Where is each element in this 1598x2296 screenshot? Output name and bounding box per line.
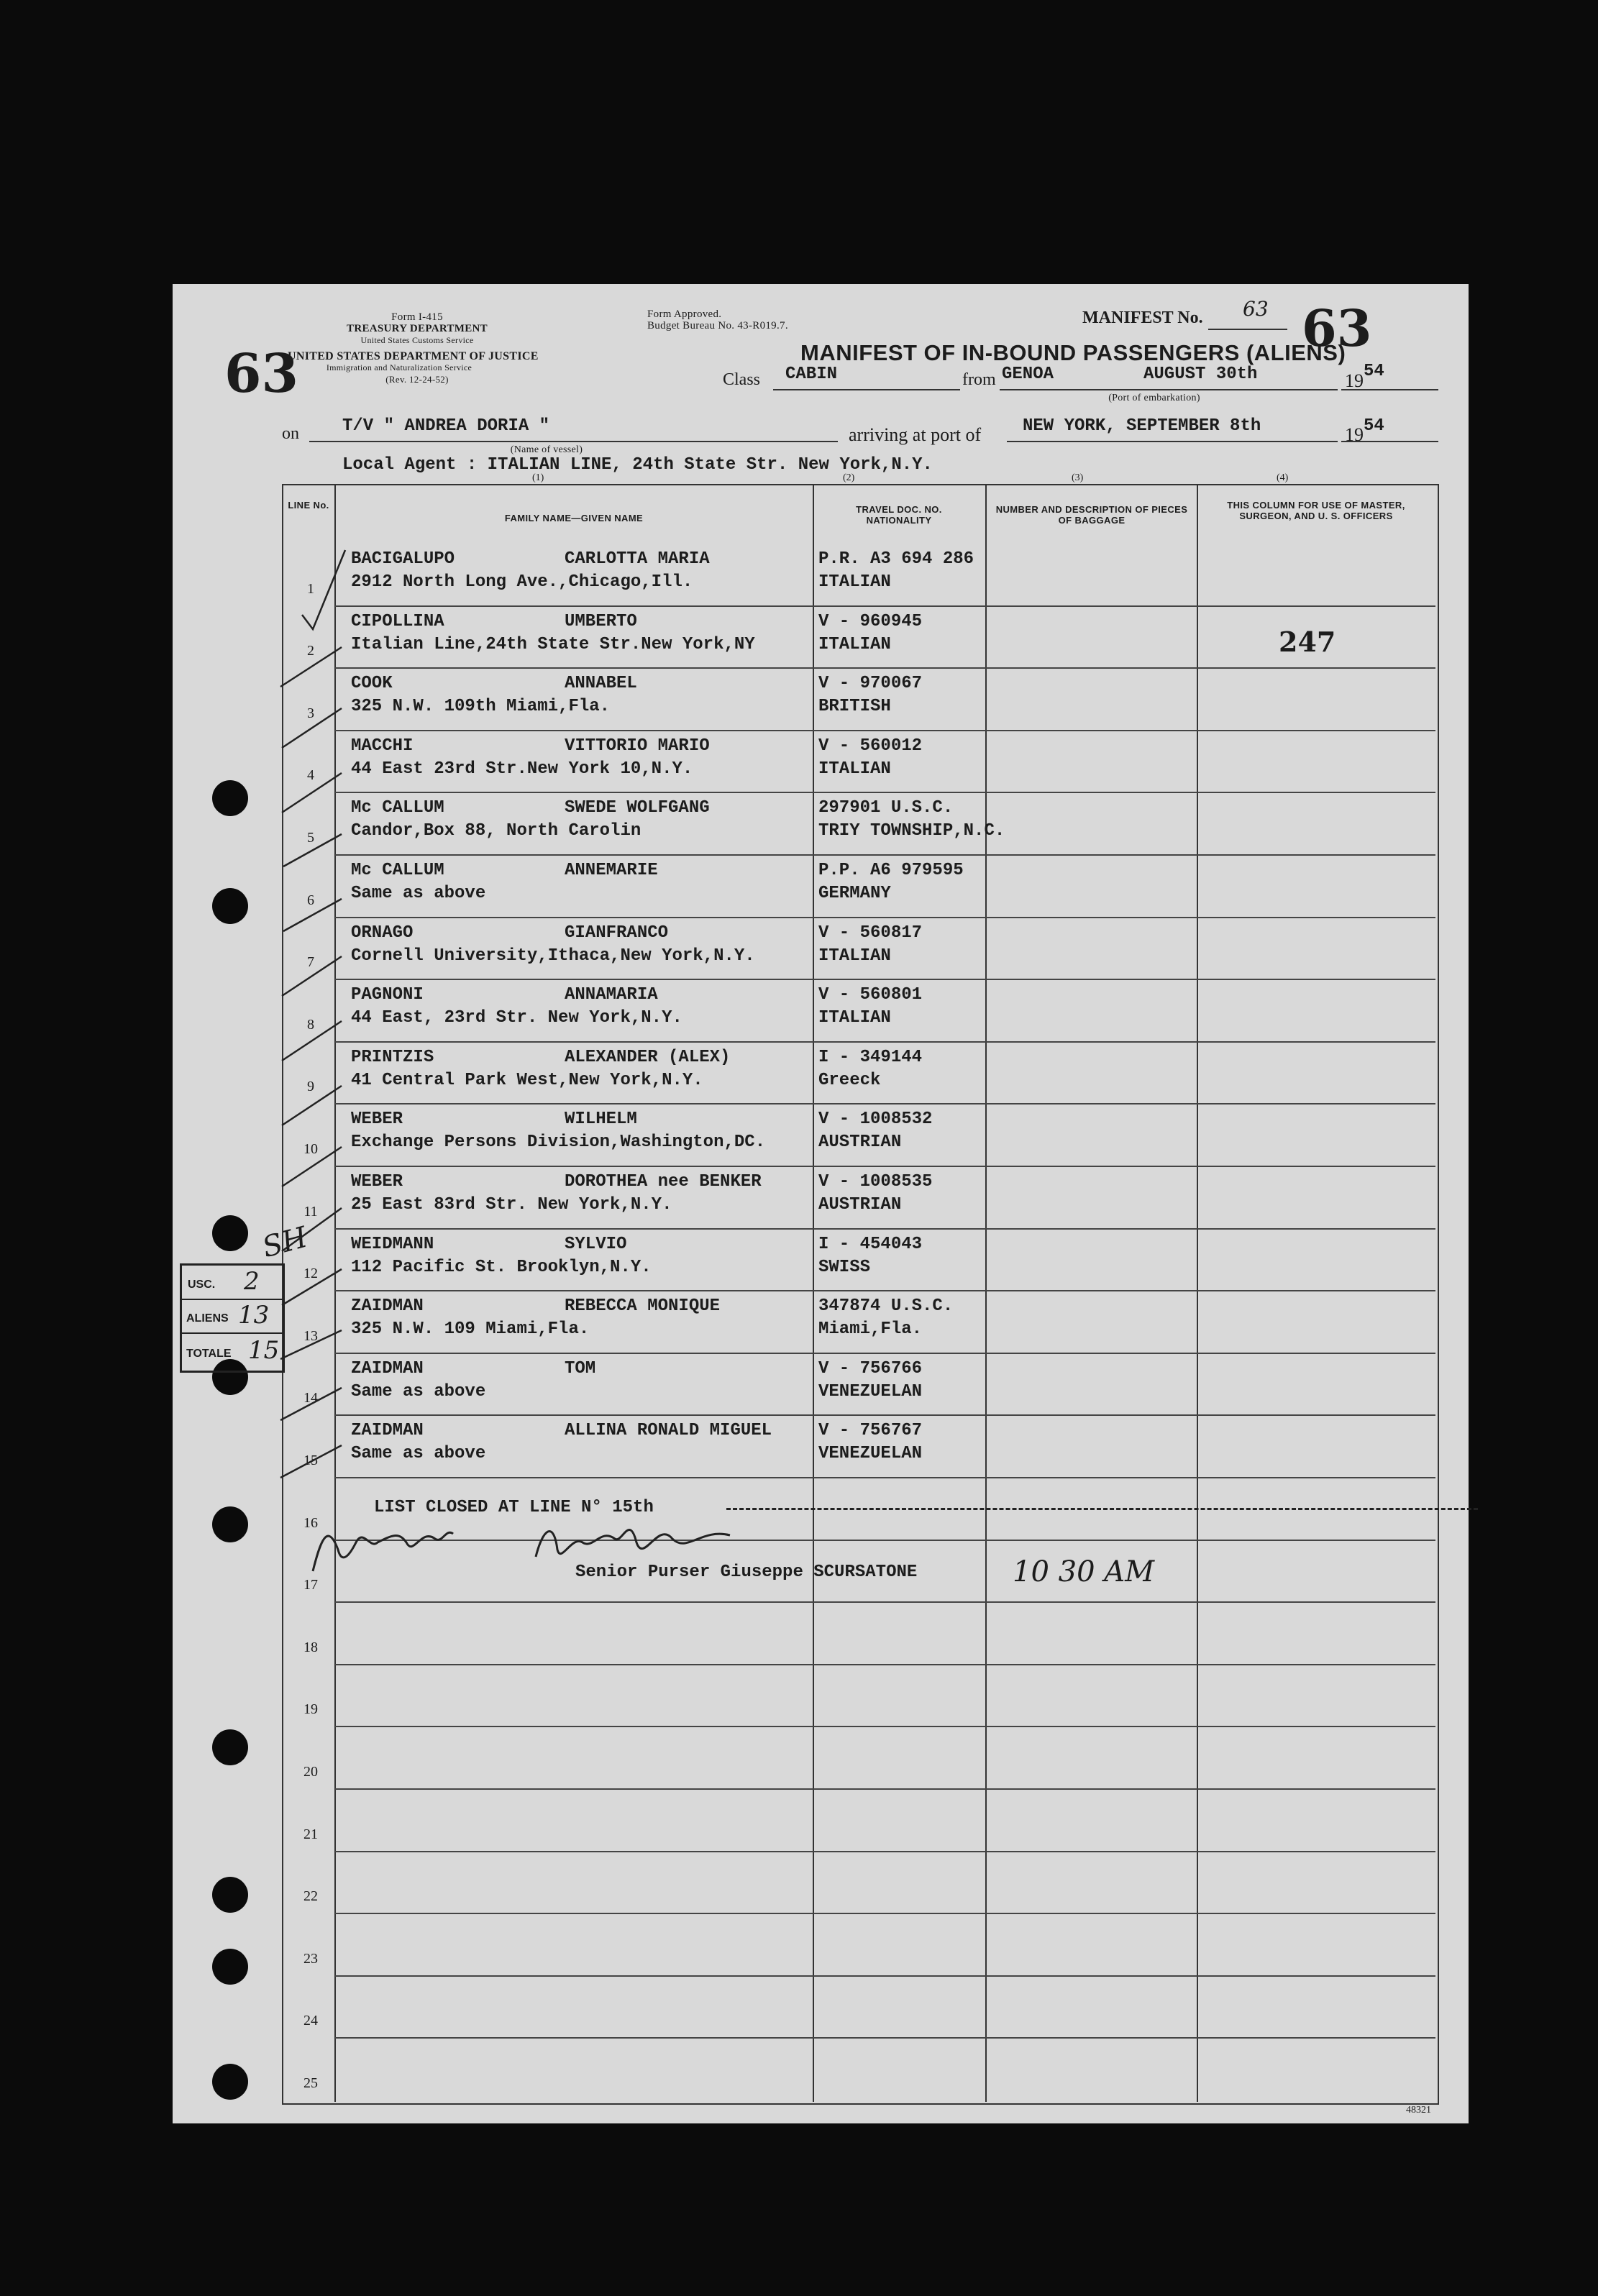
travel-doc-number: P.P. A6 979595 (818, 861, 964, 880)
line-number: 13 (303, 1327, 318, 1344)
passenger-given-name: CARLOTTA MARIA (565, 549, 710, 569)
passenger-given-name: ALEXANDER (ALEX) (565, 1047, 731, 1067)
totals-box (180, 1263, 285, 1373)
travel-doc-number: 297901 U.S.C. (818, 798, 954, 818)
nationality: ITALIAN (818, 634, 891, 654)
col-header-travel-doc: TRAVEL DOC. NO. NATIONALITY (856, 504, 942, 526)
passenger-family-name: WEIDMANN (351, 1234, 434, 1254)
line-number: 11 (303, 1203, 318, 1220)
col-header-name: FAMILY NAME—GIVEN NAME (504, 513, 644, 523)
passenger-address: Same as above (351, 1444, 486, 1464)
from-label: from (962, 370, 996, 389)
row-divider (335, 2037, 1435, 2039)
row-divider (335, 730, 1435, 731)
form-approved: Form Approved. (647, 308, 722, 320)
passenger-family-name: ZAIDMAN (351, 1421, 424, 1441)
passenger-family-name: ORNAGO (351, 923, 414, 943)
passenger-given-name: ANNEMARIE (565, 861, 658, 880)
passenger-family-name: Mc CALLUM (351, 798, 444, 818)
passenger-given-name: UMBERTO (565, 611, 637, 631)
row-divider (335, 1166, 1435, 1167)
travel-doc-number: V - 756767 (818, 1421, 923, 1441)
treasury-dept: TREASURY DEPARTMENT (347, 323, 488, 334)
line-number: 21 (303, 1826, 318, 1842)
row-divider (335, 1726, 1435, 1727)
row-divider (335, 1851, 1435, 1852)
line-number: 8 (307, 1016, 314, 1033)
nationality: ITALIAN (818, 759, 891, 779)
arriving-label: arriving at port of (849, 424, 982, 445)
from-value: GENOA (1002, 365, 1054, 384)
totals-row-total: TOTALE 15 (186, 1336, 280, 1365)
travel-doc-number: 347874 U.S.C. (818, 1296, 954, 1317)
row-divider (335, 1353, 1435, 1354)
line-number: 4 (307, 767, 314, 784)
passenger-given-name: ANNAMARIA (565, 985, 658, 1005)
row-divider (335, 1228, 1435, 1230)
passenger-address: 41 Central Park West,New York,N.Y. (351, 1070, 703, 1090)
line-number: 10 (303, 1141, 318, 1157)
travel-doc-number: V - 560801 (818, 985, 923, 1005)
row-divider (335, 1041, 1435, 1043)
passenger-given-name: GIANFRANCO (565, 923, 669, 943)
class-label: Class (723, 370, 761, 389)
passenger-address: Cornell University,Ithaca,New York,N.Y. (351, 946, 755, 966)
nationality: ITALIAN (818, 946, 891, 966)
passenger-address: Italian Line,24th State Str.New York,NY (351, 634, 755, 654)
form-number: Form I-415 (391, 311, 443, 323)
nationality: GERMANY (818, 884, 891, 903)
totals-row-aliens: ALIENS 13 (182, 1299, 283, 1334)
line-number: 17 (303, 1577, 318, 1593)
check-marks (273, 507, 360, 1744)
embarkation-date: AUGUST 30th (1143, 365, 1258, 384)
binder-hole (212, 1215, 248, 1251)
binder-hole (212, 1949, 248, 1985)
local-agent: Local Agent : ITALIAN LINE, 24th State Str. New York,N.Y. (342, 455, 933, 475)
line-number: 14 (303, 1390, 318, 1407)
passenger-family-name: BACIGALUPO (351, 549, 455, 569)
binder-hole (212, 2064, 248, 2100)
line-number: 25 (303, 2075, 318, 2091)
manifest-label: MANIFEST No. (1082, 308, 1203, 327)
passenger-family-name: CIPOLLINA (351, 611, 444, 631)
signature-strokes (298, 1499, 759, 1586)
manifest-title: MANIFEST OF IN-BOUND PASSENGERS (ALIENS) (800, 340, 1346, 365)
arrival-year-prefix: 19 (1345, 424, 1364, 445)
line-number: 15 (303, 1453, 318, 1468)
on-label: on (282, 424, 299, 443)
passenger-address: 44 East, 23rd Str. New York,N.Y. (351, 1008, 682, 1028)
line-number: 16 (303, 1514, 318, 1531)
nationality: AUSTRIAN (818, 1133, 902, 1153)
passenger-family-name: COOK (351, 674, 393, 694)
passenger-address: 44 East 23rd Str.New York 10,N.Y. (351, 759, 693, 779)
vessel-name: T/V " ANDREA DORIA " (342, 416, 550, 436)
nationality: Miami,Fla. (818, 1319, 923, 1340)
year-prefix: 19 (1345, 370, 1364, 391)
passenger-address: 2912 North Long Ave.,Chicago,Ill. (351, 572, 693, 592)
passenger-address: Exchange Persons Division,Washington,DC. (351, 1133, 766, 1153)
line-number: 2 (307, 643, 314, 659)
justice-dept: UNITED STATES DEPARTMENT OF JUSTICE (288, 350, 539, 362)
customs-service: United States Customs Service (360, 335, 474, 345)
row-divider (335, 1664, 1435, 1665)
vessel-name-note: (Name of vessel) (510, 444, 583, 455)
row-divider (335, 667, 1435, 669)
form-revision: (Rev. 12-24-52) (385, 374, 449, 385)
passenger-address: 325 N.W. 109th Miami,Fla. (351, 697, 611, 717)
row-divider (335, 1788, 1435, 1790)
row-divider (335, 1477, 1435, 1478)
line-number: 5 (307, 830, 314, 846)
arrival-year: 54 (1364, 416, 1384, 436)
list-closed-line: LIST CLOSED AT LINE N° 15th (374, 1498, 654, 1517)
passenger-address: Same as above (351, 884, 486, 903)
travel-doc-number: P.R. A3 694 286 (818, 549, 974, 569)
line-number: 24 (303, 2013, 318, 2029)
passenger-given-name: DOROTHEA nee BENKER (565, 1172, 762, 1192)
year-value: 54 (1364, 362, 1384, 381)
travel-doc-number: V - 560817 (818, 923, 923, 943)
binder-hole (212, 780, 248, 816)
margin-initials: SH (259, 1220, 311, 1265)
line-number: 20 (303, 1764, 318, 1780)
travel-doc-number: V - 560012 (818, 736, 923, 756)
nationality: Greeck (818, 1070, 881, 1090)
passenger-table (282, 484, 1439, 2105)
row-divider (335, 1975, 1435, 1977)
passenger-given-name: TOM (565, 1358, 596, 1378)
row-divider (335, 854, 1435, 856)
manifest-number-handwritten: 63 (1243, 297, 1269, 321)
row-divider (335, 1103, 1435, 1104)
passenger-family-name: Mc CALLUM (351, 861, 444, 880)
nationality: ITALIAN (818, 1008, 891, 1028)
manifest-number-stamp: 63 (1302, 298, 1372, 358)
row-divider (335, 1290, 1435, 1291)
nationality: VENEZUELAN (818, 1444, 923, 1464)
travel-doc-number: V - 970067 (818, 674, 923, 694)
line-number: 18 (303, 1639, 318, 1655)
travel-doc-number: V - 756766 (818, 1358, 923, 1378)
col-mark-3: (3) (1072, 472, 1084, 483)
line-number: 12 (303, 1266, 318, 1282)
passenger-given-name: VITTORIO MARIO (565, 736, 710, 756)
passenger-address: 325 N.W. 109 Miami,Fla. (351, 1319, 590, 1340)
senior-purser: Senior Purser Giuseppe SCURSATONE (575, 1563, 918, 1582)
nationality: AUSTRIAN (818, 1195, 902, 1215)
passenger-address: 112 Pacific St. Brooklyn,N.Y. (351, 1257, 652, 1277)
passenger-given-name: ALLINA RONALD MIGUEL (565, 1421, 772, 1441)
line-number: 6 (307, 892, 314, 908)
binder-hole (212, 1729, 248, 1765)
passenger-given-name: REBECCA MONIQUE (565, 1296, 721, 1317)
corner-manifest-number: 63 (224, 343, 298, 405)
passenger-family-name: PRINTZIS (351, 1047, 434, 1067)
line-number: 3 (307, 705, 314, 721)
col-header-officers: THIS COLUMN FOR USE OF MASTER, SURGEON, AND U. S. OFFICERS (1227, 500, 1405, 521)
nationality: ITALIAN (818, 572, 891, 592)
row-divider (335, 605, 1435, 607)
nationality: VENEZUELAN (818, 1381, 923, 1401)
travel-doc-number: I - 454043 (818, 1234, 923, 1254)
line-number: 23 (303, 1950, 318, 1967)
naturalization-service: Immigration and Naturalization Service (326, 362, 472, 372)
row-divider (335, 917, 1435, 918)
row-divider (335, 1913, 1435, 1914)
col-mark-2: (2) (843, 472, 855, 483)
port-of-embarkation-note: (Port of embarkation) (1108, 393, 1200, 403)
travel-doc-number: I - 349144 (818, 1047, 923, 1067)
passenger-address: Candor,Box 88, North Carolin (351, 821, 642, 841)
row-divider (335, 979, 1435, 980)
totals-row-usc: USC. 2 (182, 1266, 283, 1300)
col-header-line-no: LINE No. (288, 500, 329, 511)
row-divider (335, 1601, 1435, 1603)
budget-bureau-no: Budget Bureau No. 43-R019.7. (647, 320, 788, 331)
manifest-page (173, 284, 1469, 2123)
passenger-family-name: ZAIDMAN (351, 1358, 424, 1378)
row-divider (335, 1414, 1435, 1416)
passenger-address: Same as above (351, 1381, 486, 1401)
row-divider (335, 792, 1435, 793)
binder-hole (212, 1506, 248, 1542)
passenger-family-name: WEBER (351, 1110, 403, 1130)
passenger-address: 25 East 83rd Str. New York,N.Y. (351, 1195, 672, 1215)
passenger-family-name: ZAIDMAN (351, 1296, 424, 1317)
travel-doc-number: V - 1008532 (818, 1110, 933, 1130)
passenger-family-name: WEBER (351, 1172, 403, 1192)
nationality: TRIY TOWNSHIP,N.C. (818, 821, 1005, 841)
nationality: SWISS (818, 1257, 871, 1277)
passenger-given-name: SWEDE WOLFGANG (565, 798, 710, 818)
handwritten-time: 10 30 AM (1013, 1555, 1155, 1588)
col-mark-1: (1) (532, 472, 544, 483)
col-mark-4: (4) (1277, 472, 1289, 483)
line-number: 9 (307, 1079, 314, 1095)
travel-doc-number: V - 1008535 (818, 1172, 933, 1192)
passenger-family-name: MACCHI (351, 736, 414, 756)
col-header-baggage: NUMBER AND DESCRIPTION OF PIECES OF BAGGAGE (995, 504, 1188, 526)
travel-doc-number: V - 960945 (818, 611, 923, 631)
form-footer-number: 48321 (1406, 2105, 1431, 2116)
passenger-given-name: SYLVIO (565, 1234, 627, 1254)
nationality: BRITISH (818, 697, 891, 717)
line-number: 22 (303, 1888, 318, 1905)
class-value: CABIN (785, 365, 838, 384)
binder-hole (212, 1877, 248, 1913)
passenger-family-name: PAGNONI (351, 985, 424, 1005)
line-number: 19 (303, 1701, 318, 1718)
binder-hole (212, 888, 248, 924)
line-number: 1 (307, 580, 314, 597)
officer-number: 247 (1279, 626, 1336, 658)
arrival-port-date: NEW YORK, SEPTEMBER 8th (1023, 416, 1261, 436)
passenger-given-name: WILHELM (565, 1110, 637, 1130)
passenger-given-name: ANNABEL (565, 674, 637, 694)
line-number: 7 (307, 954, 314, 971)
